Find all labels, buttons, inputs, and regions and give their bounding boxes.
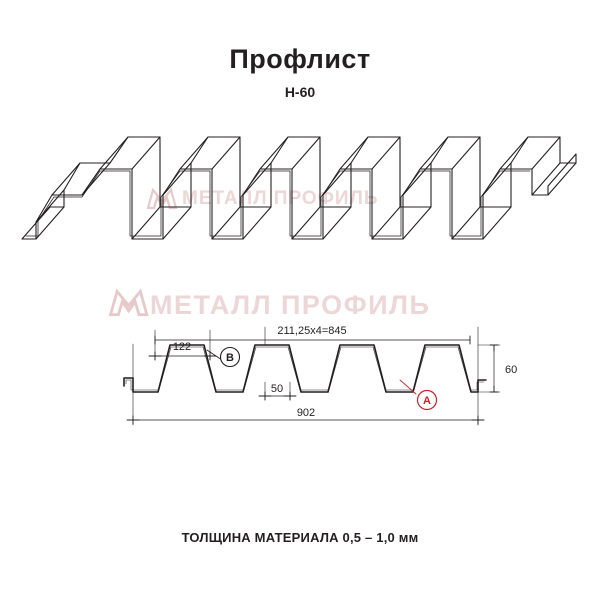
callout-a-label: A xyxy=(423,395,431,407)
watermark-text-bottom: МЕТАЛЛ ПРОФИЛЬ xyxy=(150,290,431,320)
page-title: Профлист xyxy=(229,44,371,74)
callout-b-label: B xyxy=(226,352,234,364)
dimension-rib-width: 122 xyxy=(172,341,192,353)
callout-a xyxy=(418,391,437,410)
dimension-valley-width: 50 xyxy=(270,383,284,395)
dimension-pitch-total: 211,25х4=845 xyxy=(277,325,347,337)
dimension-overall-width: 902 xyxy=(296,407,316,419)
watermark-text-top: МЕТАЛЛ ПРОФИЛЬ xyxy=(182,188,379,209)
page-subtitle: Н-60 xyxy=(284,84,316,100)
dimension-height: 60 xyxy=(505,364,518,376)
isometric-profile-illustration xyxy=(22,137,576,239)
callout-b xyxy=(221,348,240,367)
material-thickness-note: ТОЛЩИНА МАТЕРИАЛА 0,5 – 1,0 мм xyxy=(181,530,419,545)
